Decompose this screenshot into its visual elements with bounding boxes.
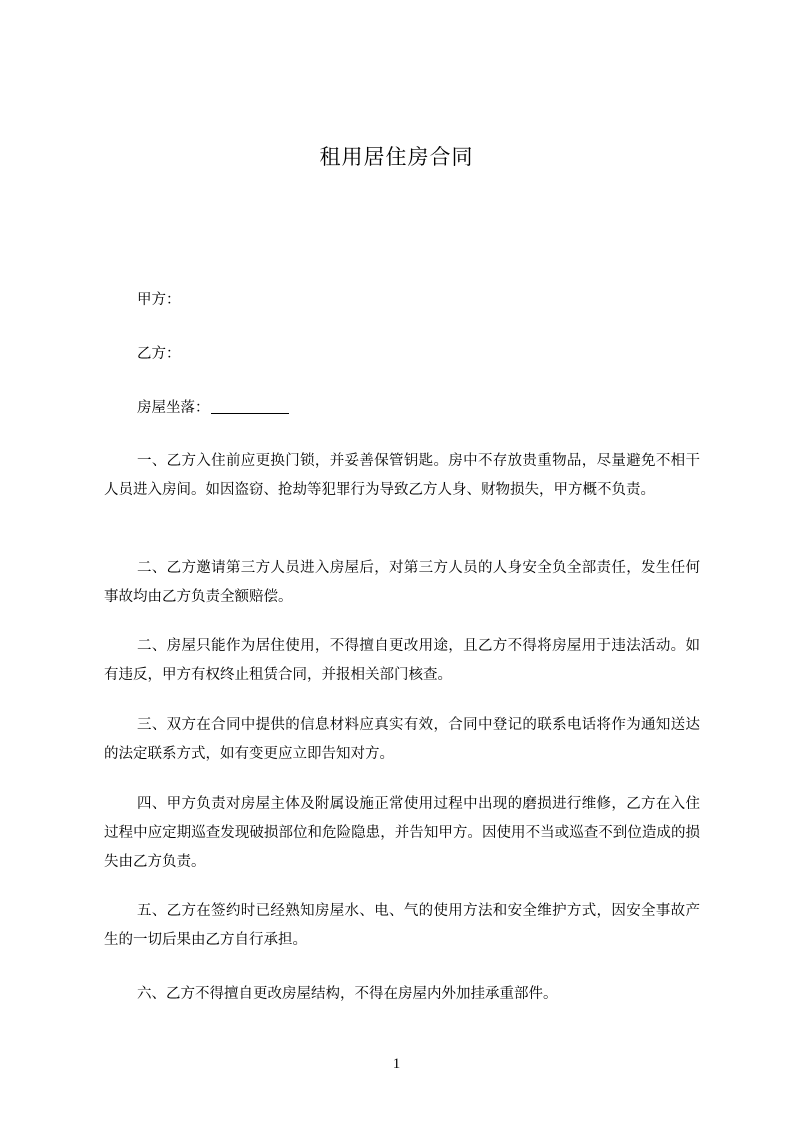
clause-1: 一、乙方入住前应更换门锁，并妥善保管钥匙。房中不存放贵重物品，尽量避免不相干人员进入房间。如因盗窃、抢劫等犯罪行为导致乙方人身、财物损失，甲方概不负责。 bbox=[104, 453, 700, 498]
clause-2: 二、乙方邀请第三方人员进入房屋后，对第三方人员的人身安全负全部责任，发生任何事故均由乙方负责全额赔偿。 bbox=[104, 560, 700, 605]
party-a-label: 甲方： bbox=[137, 292, 181, 308]
clause-6: 五、乙方在签约时已经熟知房屋水、电、气的使用方法和安全维护方式，因安全事故产生的一切后果由乙方自行承担。 bbox=[104, 903, 700, 948]
property-location-label: 房屋坐落： bbox=[137, 400, 210, 416]
clause-7: 六、乙方不得擅自更改房屋结构，不得在房屋内外加挂承重部件。 bbox=[137, 986, 558, 1002]
page-title: 租用居住房合同 bbox=[319, 145, 474, 169]
party-b-field bbox=[137, 344, 181, 364]
property-location-blank-line bbox=[211, 399, 289, 414]
clause-5: 四、甲方负责对房屋主体及附属设施正常使用过程中出现的磨损进行维修，乙方在入住过程中应定期巡查发现破损部位和危险隐患，并告知甲方。因使用不当或巡查不到位造成的损失由乙方负责。 bbox=[104, 796, 700, 870]
party-b-label: 乙方： bbox=[137, 346, 181, 362]
property-location-field bbox=[137, 398, 289, 418]
party-a-field bbox=[137, 290, 181, 310]
clause-3: 二、房屋只能作为居住使用，不得擅自更改用途，且乙方不得将房屋用于违法活动。如有违反，甲方有权终止租赁合同，并报相关部门核查。 bbox=[104, 638, 700, 683]
page-number: 1 bbox=[392, 1056, 401, 1072]
clause-4: 三、双方在合同中提供的信息材料应真实有效，合同中登记的联系电话将作为通知送达的法定联系方式，如有变更应立即告知对方。 bbox=[104, 717, 700, 762]
